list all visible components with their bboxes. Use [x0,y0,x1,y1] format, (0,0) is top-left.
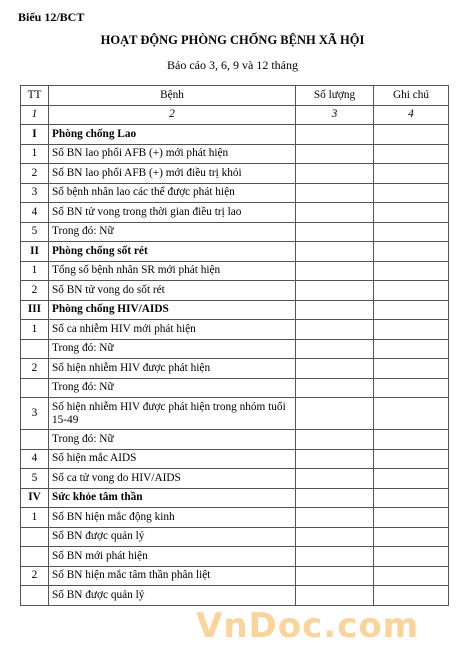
indicator-name: Trong đó: Nữ [49,222,296,242]
indicator-name: Số BN lao phổi AFB (+) mới điều trị khỏi [49,164,296,184]
quantity-cell [296,339,374,359]
indicator-name: Số BN mới phát hiện [49,547,296,567]
row-number: 3 [21,183,49,203]
quantity-cell [296,183,374,203]
quantity-cell [296,527,374,547]
table-row [21,398,449,430]
indicator-name: Số hiện nhiễm HIV được phát hiện trong nhóm tuổi 15-49 [49,398,296,430]
vndoc-watermark: VnDoc.com [196,606,420,646]
quantity-cell [296,242,374,262]
indicator-name: Số BN được quản lý [49,527,296,547]
note-cell [374,125,449,145]
row-number [21,527,49,547]
row-number: 2 [21,359,49,379]
indicator-name: Số BN lao phổi AFB (+) mới phát hiện [49,144,296,164]
row-number: 1 [21,320,49,340]
note-cell [374,359,449,379]
note-cell [374,144,449,164]
note-cell [374,339,449,359]
quantity-cell [296,378,374,398]
quantity-cell [296,508,374,528]
indicator-name: Số ca nhiễm HIV mới phát hiện [49,320,296,340]
note-cell [374,261,449,281]
column-header-note: Ghi chú [374,86,449,106]
indicator-name: Số BN tử vong do sốt rét [49,281,296,301]
row-number: 3 [21,398,49,430]
note-cell [374,300,449,320]
table-row [21,547,449,567]
table-row [21,527,449,547]
row-number [21,378,49,398]
indicator-name: Số BN được quản lý [49,586,296,606]
note-cell [374,488,449,508]
note-cell [374,203,449,223]
note-cell [374,527,449,547]
quantity-cell [296,222,374,242]
quantity-cell [296,281,374,301]
note-cell [374,320,449,340]
row-number: 4 [21,449,49,469]
table-row [21,508,449,528]
indicator-name: Trong đó: Nữ [49,430,296,450]
quantity-cell [296,430,374,450]
form-code: Biểu 12/BCT [18,10,85,24]
note-cell [374,164,449,184]
row-number: II [21,242,49,262]
row-number [21,547,49,567]
quantity-cell [296,144,374,164]
row-number [21,586,49,606]
table-row [21,222,449,242]
indicator-name: Số BN hiện mắc tâm thần phân liệt [49,566,296,586]
note-cell [374,566,449,586]
table-row [21,261,449,281]
section-row [21,242,449,262]
note-cell [374,242,449,262]
column-index: 1 [21,105,49,125]
column-index: 2 [49,105,296,125]
table-row [21,281,449,301]
note-cell [374,378,449,398]
report-subtitle: Báo cáo 3, 6, 9 và 12 tháng [167,58,298,72]
table-row [21,359,449,379]
table-row [21,183,449,203]
quantity-cell [296,547,374,567]
indicator-name: Số BN tử vong trong thời gian điều trị lao [49,203,296,223]
column-index: 3 [296,105,374,125]
quantity-cell [296,125,374,145]
indicator-name: Số BN hiện mắc động kinh [49,508,296,528]
table-row [21,566,449,586]
indicator-name: Trong đó: Nữ [49,339,296,359]
quantity-cell [296,203,374,223]
note-cell [374,281,449,301]
table-header-row [21,86,449,106]
section-title: Sức khỏe tâm thần [49,488,296,508]
note-cell [374,222,449,242]
row-number [21,430,49,450]
note-cell [374,430,449,450]
row-number: 4 [21,203,49,223]
quantity-cell [296,398,374,430]
row-number: I [21,125,49,145]
table-row [21,144,449,164]
section-row [21,488,449,508]
row-number: 1 [21,508,49,528]
row-number: 2 [21,281,49,301]
note-cell [374,469,449,489]
table-row [21,203,449,223]
section-title: Phòng chống HIV/AIDS [49,300,296,320]
table-row [21,586,449,606]
quantity-cell [296,300,374,320]
section-row [21,125,449,145]
indicator-name: Trong đó: Nữ [49,378,296,398]
indicator-name: Số ca tử vong do HIV/AIDS [49,469,296,489]
section-row [21,300,449,320]
column-header-tt: TT [21,86,49,106]
row-number: 1 [21,261,49,281]
row-number: 5 [21,222,49,242]
note-cell [374,586,449,606]
report-title: HOẠT ĐỘNG PHÒNG CHỐNG BỆNH XÃ HỘI [100,33,365,47]
indicator-name: Tổng số bệnh nhân SR mới phát hiện [49,261,296,281]
quantity-cell [296,586,374,606]
row-number: 2 [21,566,49,586]
note-cell [374,508,449,528]
row-number: 5 [21,469,49,489]
note-cell [374,547,449,567]
quantity-cell [296,469,374,489]
note-cell [374,449,449,469]
row-number: IV [21,488,49,508]
quantity-cell [296,488,374,508]
quantity-cell [296,320,374,340]
column-index-row [21,105,449,125]
row-number: 2 [21,164,49,184]
table-row [21,378,449,398]
quantity-cell [296,566,374,586]
quantity-cell [296,261,374,281]
quantity-cell [296,449,374,469]
column-index: 4 [374,105,449,125]
quantity-cell [296,164,374,184]
column-header-quantity: Số lượng [296,86,374,106]
section-title: Phòng chống sốt rét [49,242,296,262]
indicator-name: Số hiện nhiễm HIV được phát hiện [49,359,296,379]
row-number: 1 [21,144,49,164]
table-row [21,449,449,469]
indicator-name: Số bệnh nhân lao các thể được phát hiện [49,183,296,203]
section-title: Phòng chống Lao [49,125,296,145]
note-cell [374,398,449,430]
report-table [20,85,449,606]
note-cell [374,183,449,203]
table-row [21,320,449,340]
table-row [21,430,449,450]
table-body [21,125,449,606]
quantity-cell [296,359,374,379]
table-row [21,339,449,359]
indicator-name: Số hiện mắc AIDS [49,449,296,469]
column-header-disease: Bệnh [49,86,296,106]
row-number: III [21,300,49,320]
table-row [21,164,449,184]
table-row [21,469,449,489]
row-number [21,339,49,359]
